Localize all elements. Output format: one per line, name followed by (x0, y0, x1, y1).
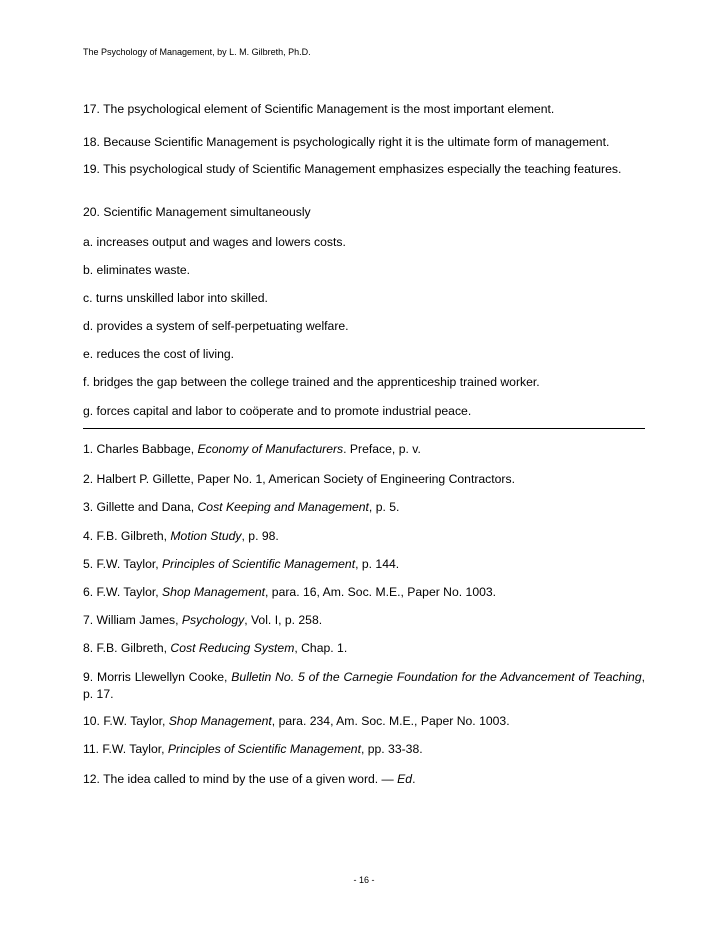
list-item-a: a. increases output and wages and lowers costs. (83, 235, 346, 249)
list-item-f: f. bridges the gap between the college trained and the apprenticeship trained worker. (83, 375, 540, 389)
footnote-11: 11. F.W. Taylor, Principles of Scientific Management, pp. 33-38. (83, 742, 423, 756)
footnote-4: 4. F.B. Gilbreth, Motion Study, p. 98. (83, 529, 279, 543)
page-number: - 16 - (353, 875, 375, 885)
footnote-8: 8. F.B. Gilbreth, Cost Reducing System, Chap. 1. (83, 641, 348, 655)
list-item-d: d. provides a system of self-perpetuating welfare. (83, 319, 349, 333)
footnote-10: 10. F.W. Taylor, Shop Management, para. 234, Am. Soc. M.E., Paper No. 1003. (83, 714, 510, 728)
footnote-2: 2. Halbert P. Gillette, Paper No. 1, American Society of Engineering Contractors. (83, 472, 515, 486)
paragraph-18: 18. Because Scientific Management is psychologically right it is the ultimate form of management. (83, 135, 610, 149)
footnote-1: 1. Charles Babbage, Economy of Manufacturers. Preface, p. v. (83, 442, 421, 456)
footnote-7: 7. William James, Psychology, Vol. I, p. 258. (83, 613, 323, 627)
list-item-c: c. turns unskilled labor into skilled. (83, 291, 268, 305)
footnote-12: 12. The idea called to mind by the use of a given word. — Ed. (83, 772, 416, 786)
running-header: The Psychology of Management, by L. M. Gilbreth, Ph.D. (83, 47, 311, 57)
list-item-g: g. forces capital and labor to coöperate and to promote industrial peace. (83, 404, 472, 418)
list-item-b: b. eliminates waste. (83, 263, 191, 277)
paragraph-20: 20. Scientific Management simultaneously (83, 205, 311, 219)
footnote-9: 9. Morris Llewellyn Cooke, Bulletin No. 5 of the Carnegie Foundation for the Advancement of Teaching, p. 17. (83, 670, 645, 701)
footnote-divider (83, 428, 645, 429)
footnote-5: 5. F.W. Taylor, Principles of Scientific Management, p. 144. (83, 557, 400, 571)
footnote-3: 3. Gillette and Dana, Cost Keeping and Management, p. 5. (83, 500, 400, 514)
footnote-6: 6. F.W. Taylor, Shop Management, para. 16, Am. Soc. M.E., Paper No. 1003. (83, 585, 497, 599)
paragraph-19: 19. This psychological study of Scientific Management emphasizes especially the teaching features. (83, 162, 622, 176)
list-item-e: e. reduces the cost of living. (83, 347, 235, 361)
paragraph-17: 17. The psychological element of Scientific Management is the most important element. (83, 102, 555, 116)
